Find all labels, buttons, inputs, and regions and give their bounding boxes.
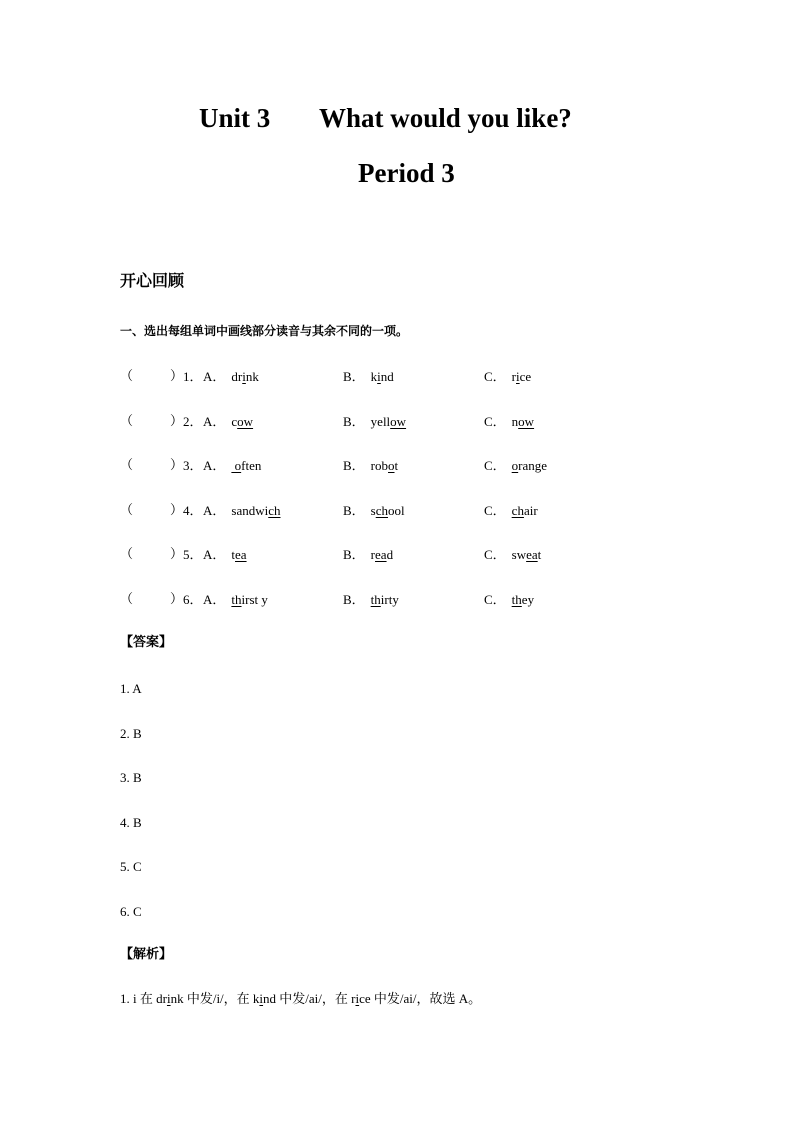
question-number: 6． bbox=[183, 592, 203, 607]
analysis-text: nd 中发/ai/，在 r bbox=[263, 991, 356, 1006]
option-letter: B． bbox=[343, 592, 365, 607]
option-word-underlined: o bbox=[231, 458, 242, 473]
option-b[interactable] bbox=[343, 457, 398, 475]
option-b[interactable] bbox=[343, 546, 393, 564]
analysis-text: ce 中发/ai/，故选 A。 bbox=[359, 991, 482, 1006]
option-letter: B． bbox=[343, 414, 365, 429]
option-word-part: ey bbox=[521, 592, 535, 607]
option-word-underlined: i bbox=[242, 369, 246, 384]
answer-heading: 【答案】 bbox=[120, 635, 173, 650]
option-letter: C． bbox=[484, 458, 506, 473]
answer-bracket-close: ） bbox=[170, 458, 184, 473]
option-letter: B． bbox=[343, 369, 365, 384]
analysis-heading: 【解析】 bbox=[120, 947, 173, 962]
page-title: What would you like? bbox=[319, 103, 572, 133]
answer-item: 3. B bbox=[120, 770, 142, 785]
question-number: 2． bbox=[183, 414, 203, 429]
analysis-underlined: i bbox=[259, 991, 264, 1006]
option-b[interactable] bbox=[343, 591, 399, 609]
answer-bracket-open[interactable]: （ bbox=[120, 592, 134, 607]
option-letter: A． bbox=[203, 592, 226, 607]
option-word-underlined: ea bbox=[526, 547, 538, 562]
option-b[interactable] bbox=[343, 502, 405, 520]
option-c[interactable] bbox=[484, 546, 541, 564]
option-word-part: ften bbox=[241, 458, 262, 473]
option-word-part: r bbox=[511, 369, 517, 384]
option-a[interactable] bbox=[203, 546, 247, 564]
option-letter: C． bbox=[484, 547, 506, 562]
option-word-part: c bbox=[231, 414, 238, 429]
option-word-part: irst y bbox=[241, 592, 268, 607]
option-word-underlined: ow bbox=[518, 414, 535, 429]
period-title: Period 3 bbox=[358, 158, 455, 188]
option-word-part: k bbox=[370, 369, 378, 384]
option-word-underlined: o bbox=[388, 458, 395, 473]
question-number: 1． bbox=[183, 369, 203, 384]
option-letter: A． bbox=[203, 503, 226, 518]
option-letter: A． bbox=[203, 369, 226, 384]
option-c[interactable] bbox=[484, 457, 547, 475]
option-letter: C． bbox=[484, 369, 506, 384]
exercise-instruction: 一、选出每组单词中画线部分读音与其余不同的一项。 bbox=[120, 324, 409, 338]
answer-bracket-open[interactable]: （ bbox=[120, 369, 134, 384]
option-word-underlined: th bbox=[231, 592, 242, 607]
option-c[interactable] bbox=[484, 368, 531, 386]
option-word-part: ce bbox=[519, 369, 532, 384]
option-word-part: rob bbox=[370, 458, 389, 473]
option-word-underlined: i bbox=[377, 369, 381, 384]
option-word-part: d bbox=[386, 547, 394, 562]
answer-bracket-open[interactable]: （ bbox=[120, 458, 134, 473]
option-word-part: ool bbox=[388, 503, 405, 518]
option-a[interactable] bbox=[203, 368, 259, 386]
option-word-part: sandwi bbox=[231, 503, 269, 518]
option-b[interactable] bbox=[343, 368, 394, 386]
option-letter: B． bbox=[343, 458, 365, 473]
answer-bracket-close: ） bbox=[170, 592, 184, 607]
option-word-part: t bbox=[394, 458, 399, 473]
analysis-underlined: i bbox=[166, 991, 171, 1006]
option-b[interactable] bbox=[343, 413, 406, 431]
option-word-underlined: ch bbox=[375, 503, 389, 518]
option-word-part: irty bbox=[380, 592, 399, 607]
option-c[interactable] bbox=[484, 413, 534, 431]
analysis-text: nk 中发/i/，在 k bbox=[170, 991, 260, 1006]
answer-bracket-close: ） bbox=[170, 414, 184, 429]
answer-bracket-open[interactable]: （ bbox=[120, 503, 134, 518]
option-word-part: nk bbox=[245, 369, 259, 384]
question-number: 5． bbox=[183, 547, 203, 562]
option-word-underlined: ch bbox=[511, 503, 524, 518]
question-number: 3． bbox=[183, 458, 203, 473]
option-word-underlined: ow bbox=[390, 414, 407, 429]
answer-item: 4. B bbox=[120, 815, 142, 830]
option-word-part: t bbox=[231, 547, 236, 562]
option-word-part: range bbox=[518, 458, 548, 473]
option-word-underlined: i bbox=[516, 369, 520, 384]
option-word-part: t bbox=[537, 547, 542, 562]
option-word-underlined: ch bbox=[268, 503, 281, 518]
answer-bracket-close: ） bbox=[170, 503, 184, 518]
option-a[interactable] bbox=[203, 591, 268, 609]
option-letter: C． bbox=[484, 592, 506, 607]
option-word-part: r bbox=[370, 547, 376, 562]
section-heading: 开心回顾 bbox=[120, 271, 185, 290]
answer-bracket-open[interactable]: （ bbox=[120, 547, 134, 562]
option-word-underlined: th bbox=[370, 592, 381, 607]
answer-item: 2. B bbox=[120, 726, 142, 741]
option-letter: A． bbox=[203, 414, 226, 429]
option-letter: A． bbox=[203, 547, 226, 562]
analysis-underlined: i bbox=[355, 991, 360, 1006]
option-letter: B． bbox=[343, 547, 365, 562]
option-c[interactable] bbox=[484, 502, 538, 520]
option-word-underlined: th bbox=[511, 592, 522, 607]
unit-label: Unit 3 bbox=[199, 103, 271, 133]
option-word-underlined: ea bbox=[235, 547, 247, 562]
answer-item: 1. A bbox=[120, 681, 142, 696]
answer-bracket-open[interactable]: （ bbox=[120, 414, 134, 429]
analysis-line-1 bbox=[120, 990, 481, 1008]
option-a[interactable] bbox=[203, 457, 261, 475]
answer-bracket-close: ） bbox=[170, 369, 184, 384]
option-letter: C． bbox=[484, 414, 506, 429]
option-word-underlined: o bbox=[511, 458, 519, 473]
answer-bracket-close: ） bbox=[170, 547, 184, 562]
answer-item: 6. C bbox=[120, 904, 142, 919]
option-a[interactable] bbox=[203, 413, 253, 431]
answer-item: 5. C bbox=[120, 859, 142, 874]
option-letter: B． bbox=[343, 503, 365, 518]
analysis-text: 1. i 在 dr bbox=[120, 991, 167, 1006]
option-word-underlined: ow bbox=[237, 414, 254, 429]
option-word-part: air bbox=[523, 503, 538, 518]
option-word-part: dr bbox=[231, 369, 243, 384]
option-word-underlined: ea bbox=[375, 547, 387, 562]
option-a[interactable] bbox=[203, 502, 281, 520]
option-word-part: n bbox=[511, 414, 519, 429]
option-letter: A． bbox=[203, 458, 226, 473]
option-word-part: s bbox=[370, 503, 376, 518]
question-number: 4． bbox=[183, 503, 203, 518]
option-letter: C． bbox=[484, 503, 506, 518]
option-c[interactable] bbox=[484, 591, 534, 609]
option-word-part: yell bbox=[370, 414, 391, 429]
option-word-part: nd bbox=[380, 369, 394, 384]
option-word-part: sw bbox=[511, 547, 527, 562]
